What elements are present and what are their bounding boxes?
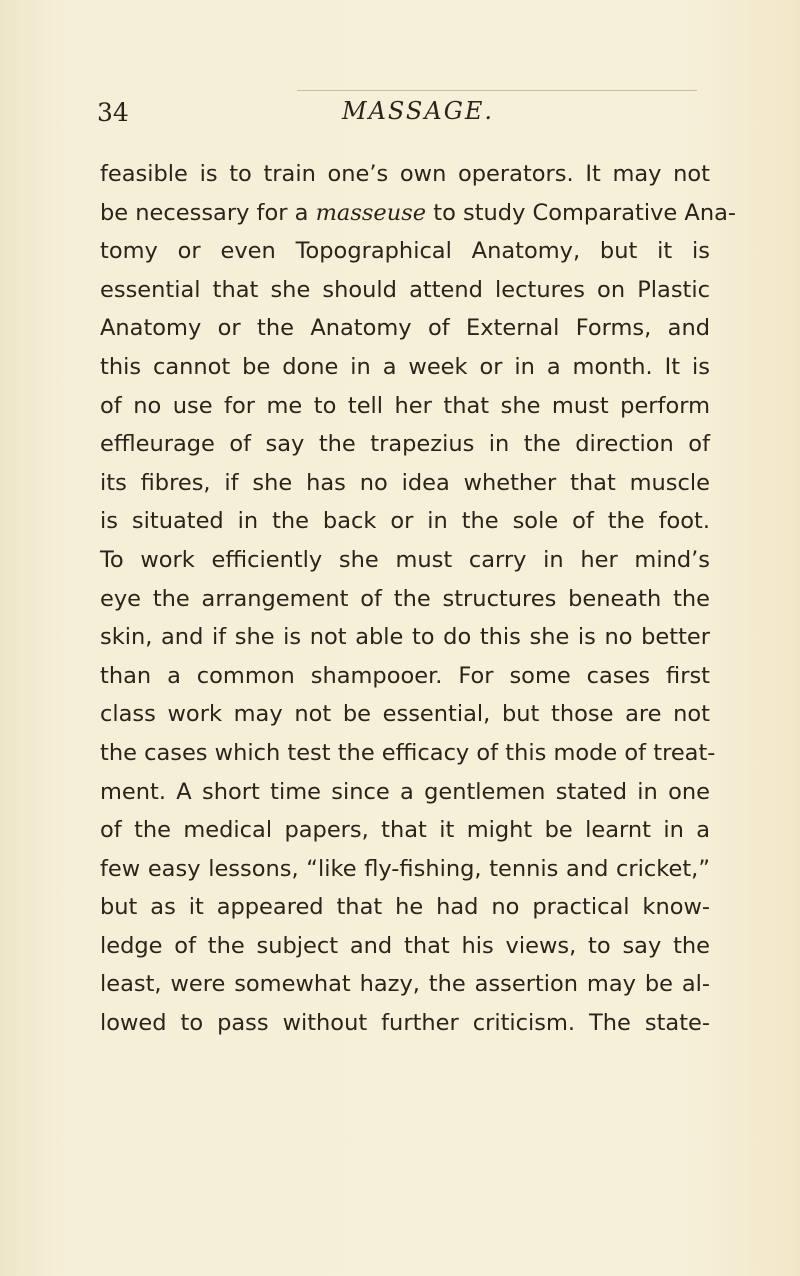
text-line: than a common shampooer. For some cases first xyxy=(100,662,710,689)
text-line xyxy=(100,194,736,233)
text-line: To work efficiently she must carry in her mind’s xyxy=(100,546,710,573)
text-line: few easy lessons, “like fly-fishing, tennis and cricket,” xyxy=(100,855,710,882)
text-line: lowed to pass without further criticism. The state- xyxy=(100,1010,710,1037)
text-line: class work may not be essential, but those are not xyxy=(100,701,710,728)
text-span: be necessary for a xyxy=(100,199,316,226)
header-rule xyxy=(297,90,697,91)
text-line: tomy or even Topographical Anatomy, but it is xyxy=(100,238,710,265)
page-number: 34 xyxy=(97,98,129,127)
text-line: Anatomy or the Anatomy of External Forms, and xyxy=(100,315,710,342)
body-text xyxy=(100,155,736,1043)
text-line: eye the arrangement of the structures beneath the xyxy=(100,585,710,612)
text-line: least, were somewhat hazy, the assertion may be al- xyxy=(100,971,710,998)
text-line: of no use for me to tell her that she must perform xyxy=(100,392,710,419)
text-line: effleurage of say the trapezius in the direction of xyxy=(100,431,710,458)
text-line: but as it appeared that he had no practical know- xyxy=(100,894,710,921)
text-line: skin, and if she is not able to do this she is no better xyxy=(100,624,710,651)
text-line: is situated in the back or in the sole of the foot. xyxy=(100,508,710,535)
text-line: the cases which test the efficacy of this mode of treat- xyxy=(100,739,716,766)
text-line: ment. A short time since a gentlemen stated in one xyxy=(100,778,710,805)
text-line: feasible is to train one’s own operators. It may not xyxy=(100,161,710,187)
text-line: essential that she should attend lectures on Plastic xyxy=(100,276,710,303)
text-line: its fibres, if she has no idea whether that muscle xyxy=(100,469,710,496)
italic-word: masseuse xyxy=(315,199,427,226)
text-line: of the medical papers, that it might be learnt in a xyxy=(100,817,710,844)
text-line: this cannot be done in a week or in a month. It is xyxy=(100,353,710,380)
page-header xyxy=(97,90,717,130)
text-line: ledge of the subject and that his views, to say the xyxy=(100,932,710,959)
running-head: MASSAGE. xyxy=(342,97,495,125)
text-span: to study Comparative Ana- xyxy=(426,199,736,226)
